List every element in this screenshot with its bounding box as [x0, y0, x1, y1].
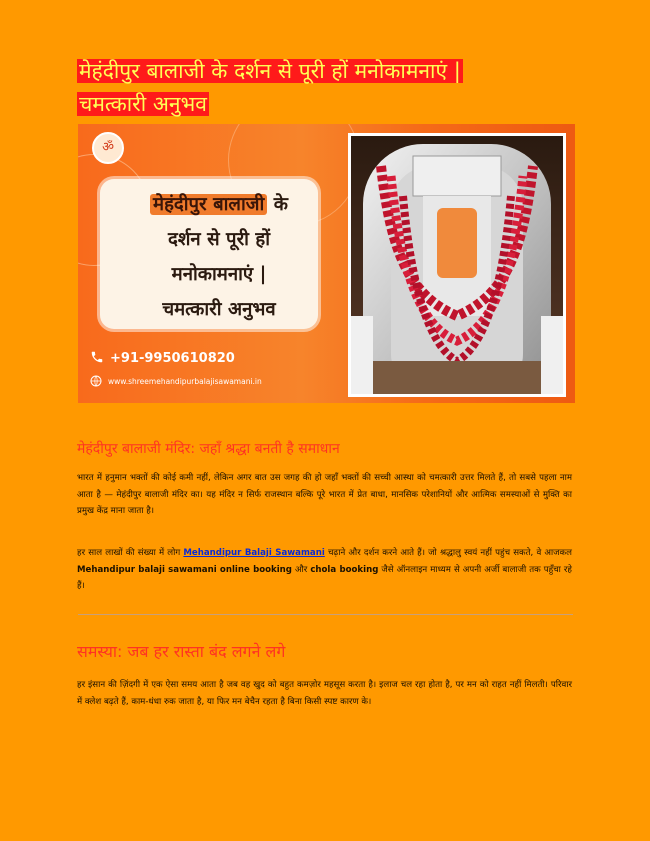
- page-title-line1: मेहंदीपुर बालाजी के दर्शन से पूरी हों मनोकामनाएं |: [79, 59, 461, 83]
- banner-highlight-text: मेहंदीपुर बालाजी: [150, 194, 267, 215]
- hero-banner-image: [78, 124, 575, 403]
- balaji-idol-photo: [348, 133, 566, 397]
- banner-title-card: मेहंदीपुर बालाजी के दर्शन से पूरी हों मनोकामनाएं | चमत्कारी अनुभव: [100, 179, 318, 329]
- banner-line3: मनोकामनाएं |: [171, 264, 267, 285]
- phone-icon: [90, 350, 104, 364]
- globe-icon: [90, 375, 102, 387]
- paragraph-problem: हर इंसान की ज़िंदगी में एक ऐसा समय आता है जब वह खुद को बहुत कमज़ोर महसूस करता है। इलाज चल रहा होता है, पर मन को राहत नहीं मिलती। परिवार में क्लेश बढ़ते हैं, काम-धंधा रुक जाता है, या फिर मन बेचैन रहता है बिना किसी स्पष्ट कारण के।: [77, 680, 572, 707]
- section-heading-temple: मेहंदीपुर बालाजी मंदिर: जहाँ श्रद्धा बनती है समाधान: [77, 441, 340, 457]
- sawamani-link[interactable]: Mehandipur Balaji Sawamani: [183, 548, 325, 558]
- paragraph-intro: भारत में हनुमान भक्तों की कोई कमी नहीं, लेकिन अगर बात उस जगह की हो जहाँ भक्तों की सच्ची आस्था को चमत्कारी उत्तर मिलते हैं, तो सबसे पहला नाम आता है — मेहंदीपुर बालाजी मंदिर का। यह मंदिर न सिर्फ राजस्थान बल्कि पूरे भारत में प्रेत बाधा, मानसिक परेशानियों और आत्मिक समस्याओं से मुक्ति का प्रमुख केंद्र माना जाता है।: [77, 473, 572, 516]
- page-title-line2: चमत्कारी अनुभव: [79, 92, 207, 116]
- banner-phone: +91-9950610820: [90, 350, 235, 366]
- paragraph-sawamani: हर साल लाखों की संख्या में लोग Mehandipur Balaji Sawamani चढ़ाने और दर्शन करने आते हैं। जो श्रद्धालु स्वयं नहीं पहुंच सकते, वे आजकल Mehandipur balaji sawamani online booking और chola booking जैसे ऑनलाइन माध्यम से अपनी अर्जी बालाजी तक पहुँचा रहे हैं।: [77, 548, 572, 591]
- temple-logo-icon: ॐ: [92, 132, 124, 164]
- banner-website: www.shreemehandipurbalajisawamani.in: [90, 375, 262, 387]
- banner-line2: दर्शन से पूरी हों: [168, 229, 270, 250]
- section-divider: [78, 614, 573, 615]
- section-heading-problem: समस्या: जब हर रास्ता बंद लगने लगे: [77, 642, 286, 661]
- banner-line4: चमत्कारी अनुभव: [162, 299, 276, 320]
- page-title: [77, 55, 577, 121]
